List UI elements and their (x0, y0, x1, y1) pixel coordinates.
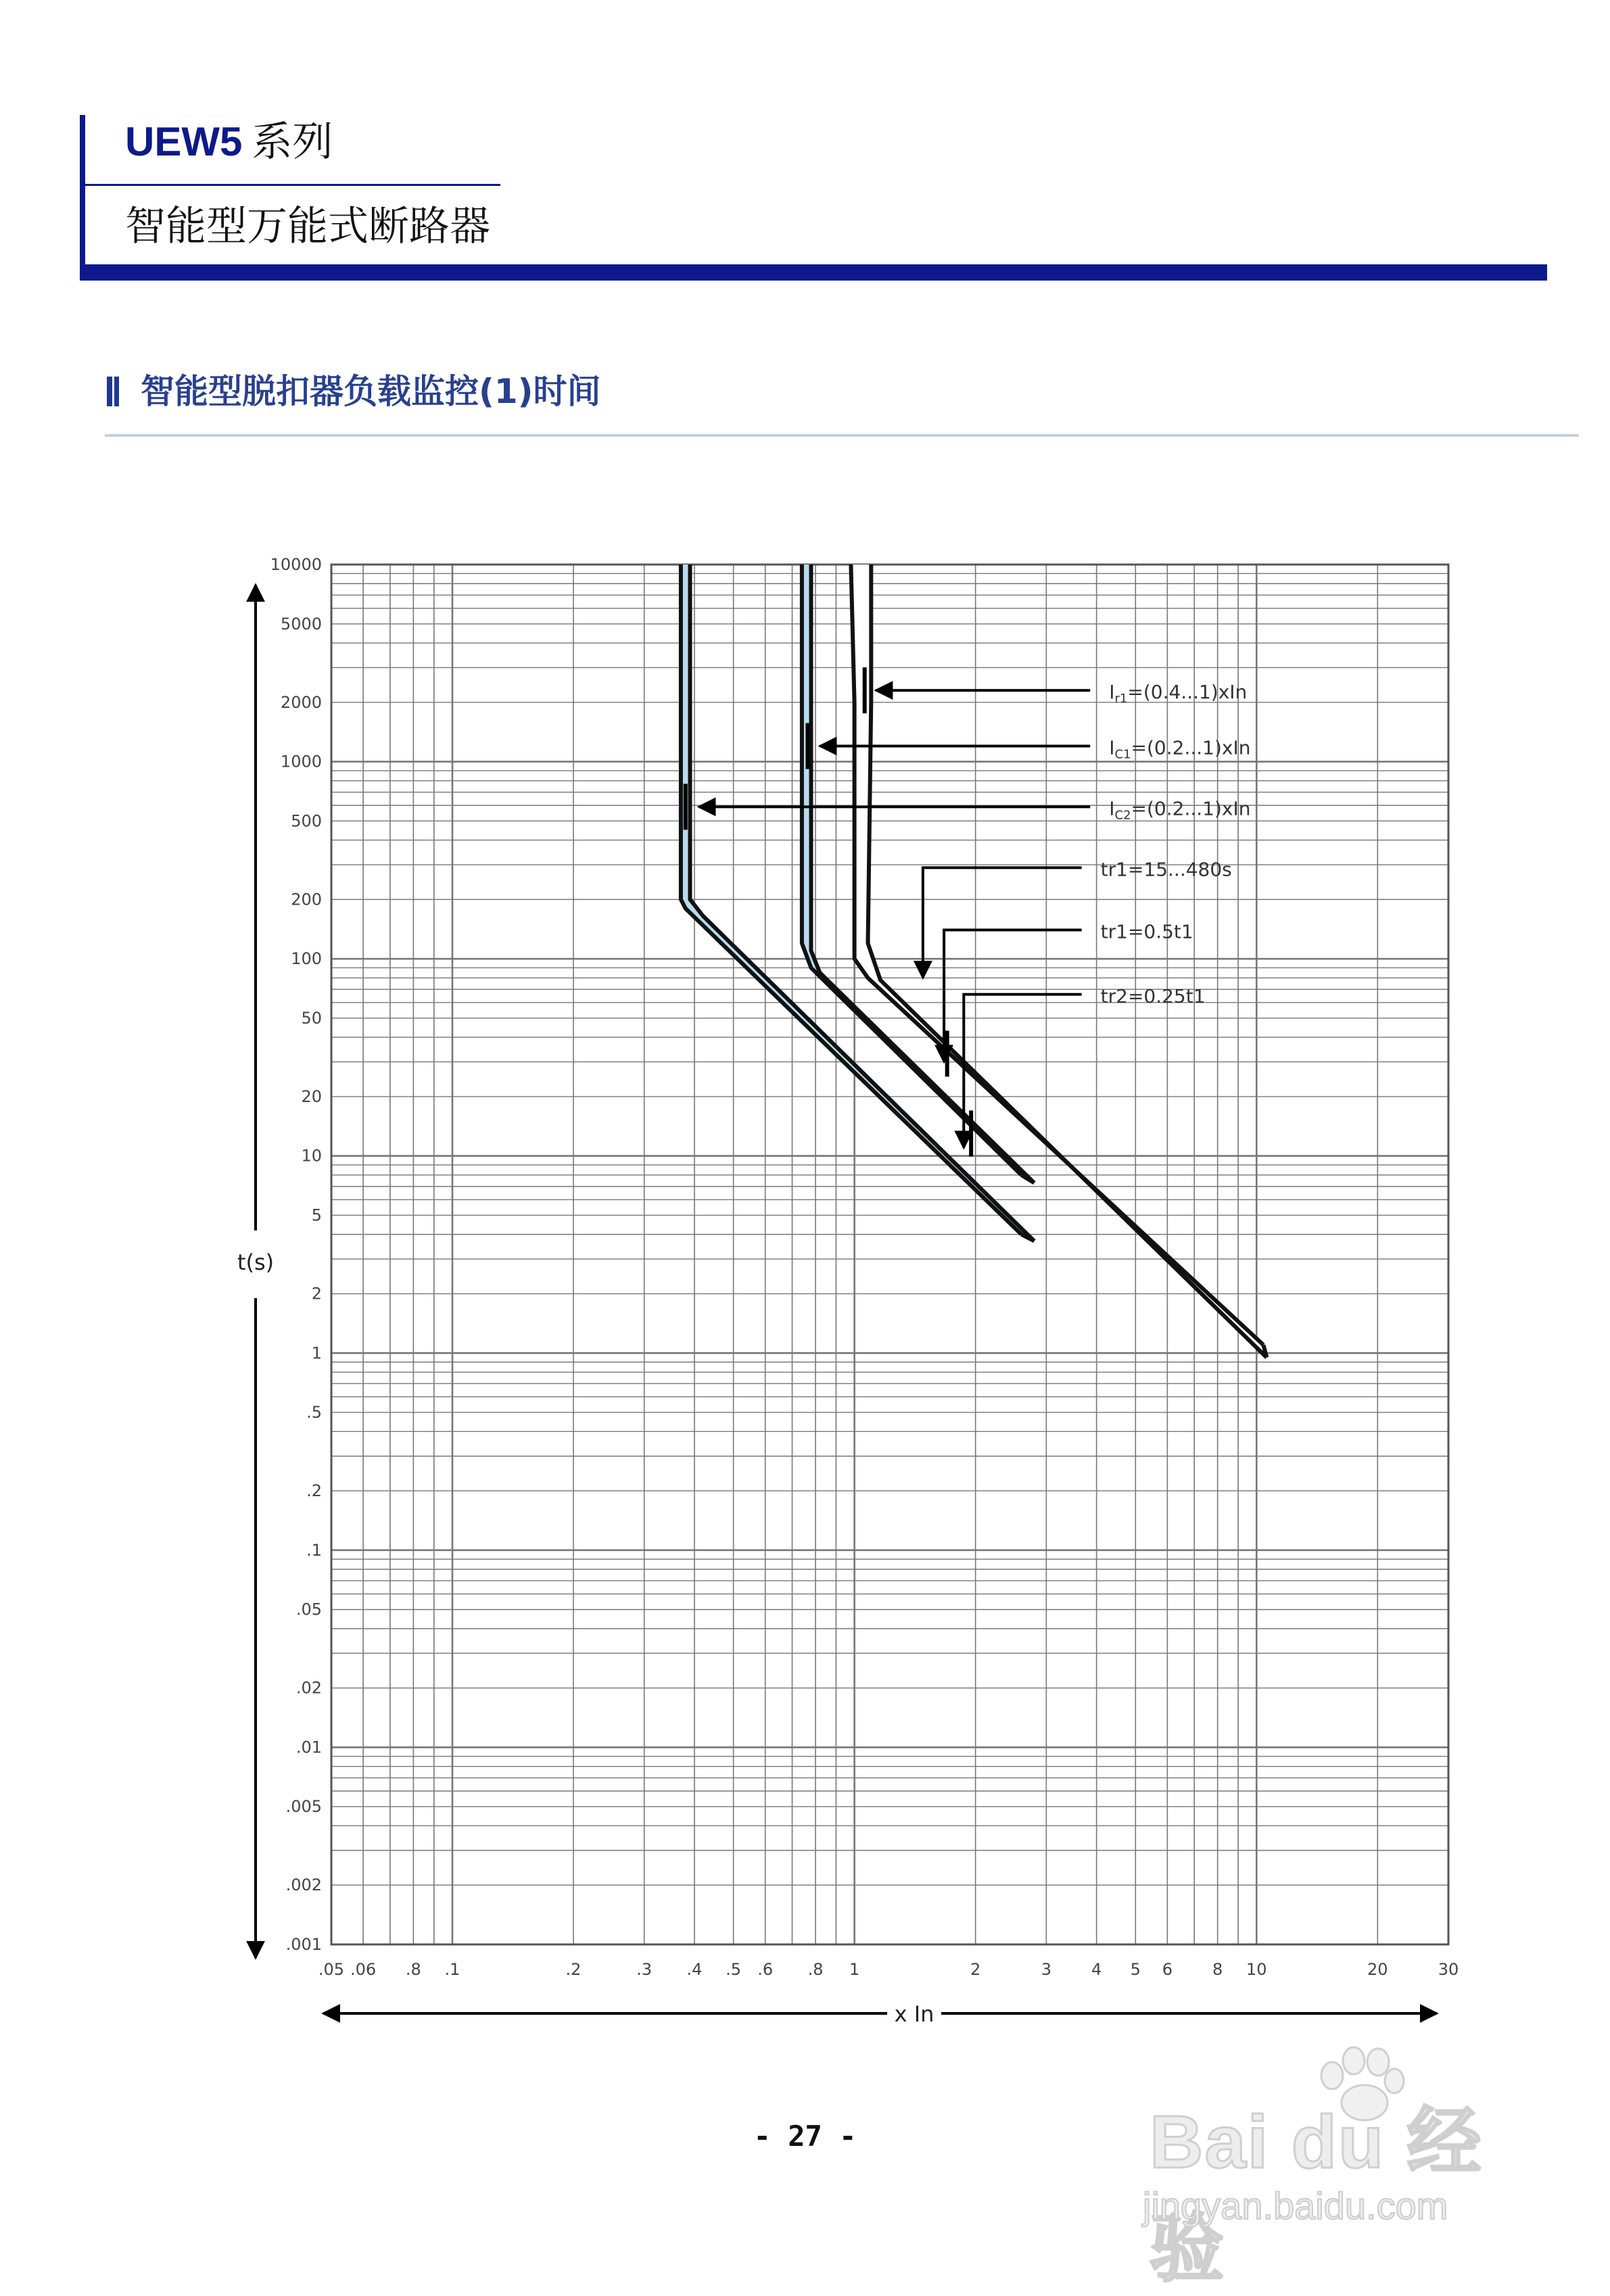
page-number: - 27 - (753, 2120, 857, 2153)
y-tick-label: .5 (306, 1403, 322, 1422)
x-tick-label: .5 (726, 1960, 742, 1979)
x-tick-label: 10 (1246, 1960, 1267, 1979)
x-tick-label: .6 (757, 1960, 774, 1979)
y-tick-label: .001 (285, 1935, 322, 1954)
y-tick-label: 200 (291, 890, 322, 909)
y-tick-label: 1 (311, 1343, 322, 1363)
curve-band-2 (802, 565, 1035, 1183)
x-tick-label: .4 (686, 1960, 703, 1979)
y-tick-label: 2 (311, 1284, 322, 1304)
product-title: 智能型万能式断路器 (125, 203, 490, 250)
y-tick-label: 2000 (280, 692, 322, 712)
x-tick-label: .2 (565, 1960, 582, 1979)
y-tick-label: 500 (291, 811, 322, 831)
y-tick-label: 10 (301, 1146, 322, 1166)
x-tick-label: 30 (1438, 1960, 1459, 1979)
y-tick-label: .02 (295, 1678, 322, 1698)
y-tick-label: .1 (306, 1540, 322, 1560)
watermark (1143, 2042, 1521, 2291)
x-tick-label: 6 (1162, 1960, 1173, 1979)
y-tick-label: .2 (306, 1481, 322, 1501)
x-tick-label: .06 (350, 1960, 377, 1979)
plot-frame (331, 565, 1448, 1944)
annotation-label: $I_{C2}=(0.2...1)xIn$ (1109, 797, 1251, 823)
x-tick-label: 5 (1130, 1960, 1141, 1979)
x-tick-label: 20 (1367, 1960, 1388, 1979)
y-tick-label: 5000 (280, 614, 322, 633)
annotation-arrow (964, 995, 1081, 1148)
x-tick-label: 3 (1041, 1960, 1052, 1979)
watermark-brand: Bai du 经验 (1150, 2101, 1483, 2291)
annotation-label: tr1=15...480s (1100, 858, 1232, 881)
y-tick-label: .005 (285, 1797, 322, 1817)
y-tick-label: 1000 (280, 752, 322, 771)
x-tick-label: 8 (1212, 1960, 1223, 1979)
annotation-label: $I_{C1}=(0.2...1)xIn$ (1109, 736, 1251, 762)
y-tick-label: 20 (301, 1086, 322, 1106)
y-tick-label: 10000 (270, 555, 322, 574)
section-title: 智能型脱扣器负载监控(1)时间 (141, 372, 601, 411)
x-axis-label: x In (894, 2001, 934, 2027)
y-tick-label: .002 (285, 1875, 322, 1895)
y-tick-label: 100 (291, 949, 322, 969)
x-tick-label: .1 (444, 1960, 460, 1979)
x-tick-label: .05 (318, 1960, 345, 1979)
x-tick-label: .8 (405, 1960, 421, 1979)
annotation-arrow (923, 867, 1082, 978)
series-brand: UEW5 (125, 119, 243, 164)
series-suffix: 系列 (252, 118, 333, 166)
y-tick-label: .05 (295, 1600, 322, 1619)
annotation-label: $I_{r1}=(0.4...1)xIn$ (1109, 681, 1248, 707)
x-tick-label: .3 (636, 1960, 653, 1979)
y-tick-label: .01 (295, 1738, 322, 1757)
x-tick-label: 1 (849, 1960, 860, 1979)
y-tick-label: 5 (311, 1205, 322, 1225)
annotation-label: tr2=0.25t1 (1100, 984, 1206, 1007)
y-axis-label: t(s) (237, 1249, 275, 1275)
x-tick-label: 4 (1091, 1960, 1102, 1979)
watermark-site: jingyan.baidu.com (1143, 2184, 1448, 2227)
x-tick-label: 2 (970, 1960, 981, 1979)
chart-grid (331, 565, 1448, 1944)
annotation-label: tr1=0.5t1 (1100, 920, 1193, 943)
x-tick-label: .8 (807, 1960, 824, 1979)
y-tick-label: 50 (301, 1008, 322, 1028)
